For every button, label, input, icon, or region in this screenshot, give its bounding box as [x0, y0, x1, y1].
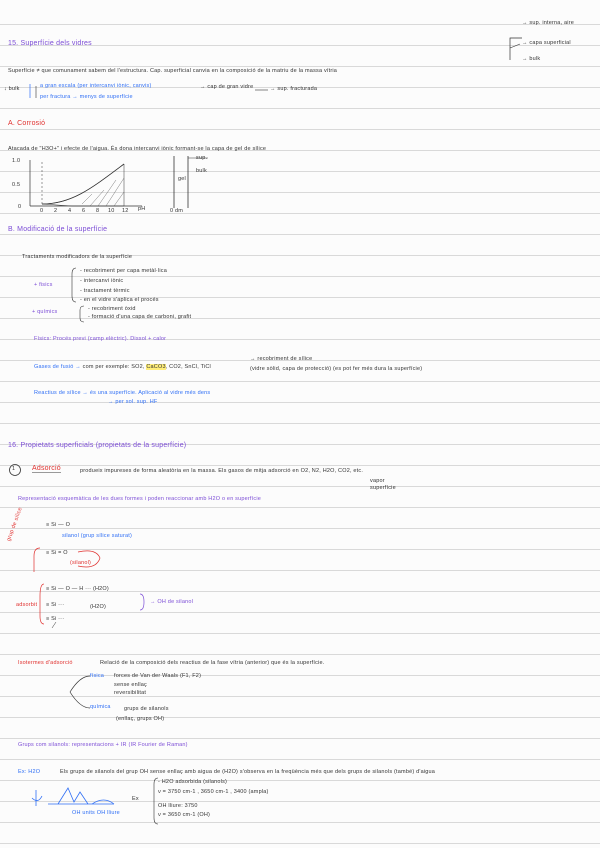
- arrow-label-2: per fractura → menys de superfície: [40, 94, 133, 100]
- gel-x-label: 0 dm: [170, 208, 184, 214]
- top-note-1: → sup. interna, aire: [522, 20, 574, 26]
- gas-note-1: → recobriment de sílice: [250, 356, 313, 362]
- bulk-arrow-label: ↓ bulk: [4, 86, 20, 92]
- section-a-text: Atacada de "H3O+" i efecte de l'aigua. És dona intercanvi iònic formant-se la capa de gel de sílice: [8, 146, 267, 152]
- graph-x-axis-label: pH: [138, 206, 146, 212]
- result-1: → cap de gran vidre: [200, 84, 254, 90]
- violet-note: → OH de silanol: [150, 599, 194, 605]
- ex-marker: Ex: [132, 796, 139, 802]
- branch-2-item-2: (enllaç, grups OH): [116, 716, 165, 722]
- structure-2: ≡ Si = O: [46, 550, 68, 556]
- groups-text: Grups com silanols: representacions + IR (IR Fourier de Raman): [18, 742, 188, 748]
- arrow-label-1: a gran escala (per intercanvi iònic, canvis): [40, 83, 152, 89]
- section-15-title: 15. Superfície dels vidres: [8, 40, 92, 47]
- structure-4: ≡ Si ···: [46, 602, 65, 608]
- graph-y-tick-2: 0.5: [12, 182, 21, 188]
- branch-1-item-2: sense enllaç: [114, 682, 147, 688]
- adsorption-text: Relació de la composició dels reactius de la fase vítria (anterior) que és la superfície.: [100, 660, 325, 666]
- item-1-title: Adsorció: [32, 465, 61, 472]
- branch-1-item-1: forces de Van der Waals (F1, F2): [114, 673, 202, 679]
- gas-note-2: (vidre sòlid, capa de protecció) (es pot fer més dura la superfície): [250, 366, 423, 372]
- corrosion-graph: [12, 158, 172, 228]
- example-item-4: ν = 3650 cm-1 (OH): [158, 812, 211, 818]
- structure-1: ≡ Si — O: [46, 522, 71, 528]
- gas-text: Gases de fusió → com per exemple: SO2, CaCO3, CO2, SnCl, TiCl: [34, 364, 211, 370]
- structure-5: ≡ Si ···: [46, 616, 65, 622]
- structure-note-2: (silanol): [70, 560, 92, 566]
- section-b-text: Tractaments modificadors de la superfície: [22, 254, 133, 260]
- gel-label-bulk: bulk: [196, 168, 207, 174]
- branch-1-label: física: [90, 673, 105, 679]
- graph-x-tick-3: 4: [68, 208, 72, 214]
- graph-x-tick-6: 10: [108, 208, 115, 214]
- gel-layer-diagram: [168, 154, 228, 214]
- fisics-item-1: - recobriment per capa metàl·lica: [80, 268, 167, 274]
- section-b-title: B. Modificació de la superfície: [8, 226, 108, 233]
- quimics-item-2: - formació d'una capa de carboni, grafit: [88, 314, 192, 320]
- section-15-intro: Superfície ≠ que comunament sabem del l'estructura. Cap. superficial canvia en la composició de la matriu de la massa vítria: [8, 68, 338, 74]
- item-1-text: produeix impureses de forma aleatòria en la massa. Els gasos de mitja adsorció en O2, N2, H2O, CO2, etc.: [80, 468, 364, 474]
- fisics-item-3: - tractament tèrmic: [80, 288, 130, 294]
- reactive-sub: → per sol. sup. HF: [108, 399, 158, 405]
- graph-y-tick-1: 1.0: [12, 158, 21, 164]
- red-note-2: adsorbit: [16, 602, 38, 608]
- fisics-item-2: - intercanvi iònic: [80, 278, 124, 284]
- red-note-1: grup de sílice: [6, 506, 24, 543]
- branch-2-label: química: [90, 704, 111, 710]
- quimics-label: + químics: [32, 309, 58, 315]
- top-note-2: → capa superficial: [522, 40, 571, 46]
- graph-x-tick-1: 0: [40, 208, 44, 214]
- structure-note-1: silanol (grup sílice saturat): [62, 533, 132, 539]
- spectrum-label: OH units OH lliure: [72, 810, 120, 816]
- gel-label-gel: gel: [178, 176, 186, 182]
- branch-1-item-3: reversibilitat: [114, 690, 147, 696]
- example-text: Els grups de silanols del grup OH sense enllaç amb aigua de (H2O) s'observa en la freqüència més que dels grups de silanols (també) d'aigua: [60, 769, 436, 775]
- distribution-text: Representació esquemàtica de les dues formes i poden reaccionar amb H2O o en superfície: [18, 496, 262, 502]
- graph-x-tick-7: 12: [122, 208, 129, 214]
- graph-x-tick-4: 6: [82, 208, 86, 214]
- item-1-sub: vapor superfície: [370, 478, 396, 491]
- section-16-title: 16. Propietats superficials (propietats de la superfície): [8, 442, 187, 449]
- physical-text: Físics: Procés previ (camp elèctric). Dissol + calor: [34, 336, 167, 342]
- structure-3: ≡ Si — O — H ··· (H2O): [46, 586, 109, 592]
- example-item-3: OH lliure: 3750: [158, 803, 198, 809]
- example-item-2: ν = 3750 cm-1 , 3650 cm-1 , 3400 (ampla): [158, 789, 269, 795]
- structure-note-3: (H2O): [90, 604, 106, 610]
- result-2: → sup. fracturada: [270, 86, 318, 92]
- section-a-title: A. Corrosió: [8, 120, 46, 127]
- item-1-number: 1: [12, 466, 16, 472]
- graph-y-tick-3: 0: [18, 204, 22, 210]
- branch-2-item-1: grups de silanols: [124, 706, 169, 712]
- fisics-label: + fisics: [34, 282, 53, 288]
- gel-label-surface: sup.: [196, 155, 208, 161]
- fisics-item-4: - en el vidre s'aplica el procés: [80, 297, 159, 303]
- example-item-1: - H2O adsorbida (silanols): [158, 779, 228, 785]
- adsorption-title: Isotermes d'adsorció: [18, 660, 73, 666]
- reactive-text: Reactius de sílice → és una superfície. Aplicació al vidre més dens: [34, 390, 211, 396]
- graph-x-tick-5: 8: [96, 208, 100, 214]
- highlight-caco3: CaCO3: [146, 364, 166, 370]
- quimics-item-1: - recobriment òxid: [88, 306, 136, 312]
- example-label: Ex: H2O: [18, 769, 41, 775]
- graph-x-tick-2: 2: [54, 208, 58, 214]
- top-note-3: → bulk: [522, 56, 541, 62]
